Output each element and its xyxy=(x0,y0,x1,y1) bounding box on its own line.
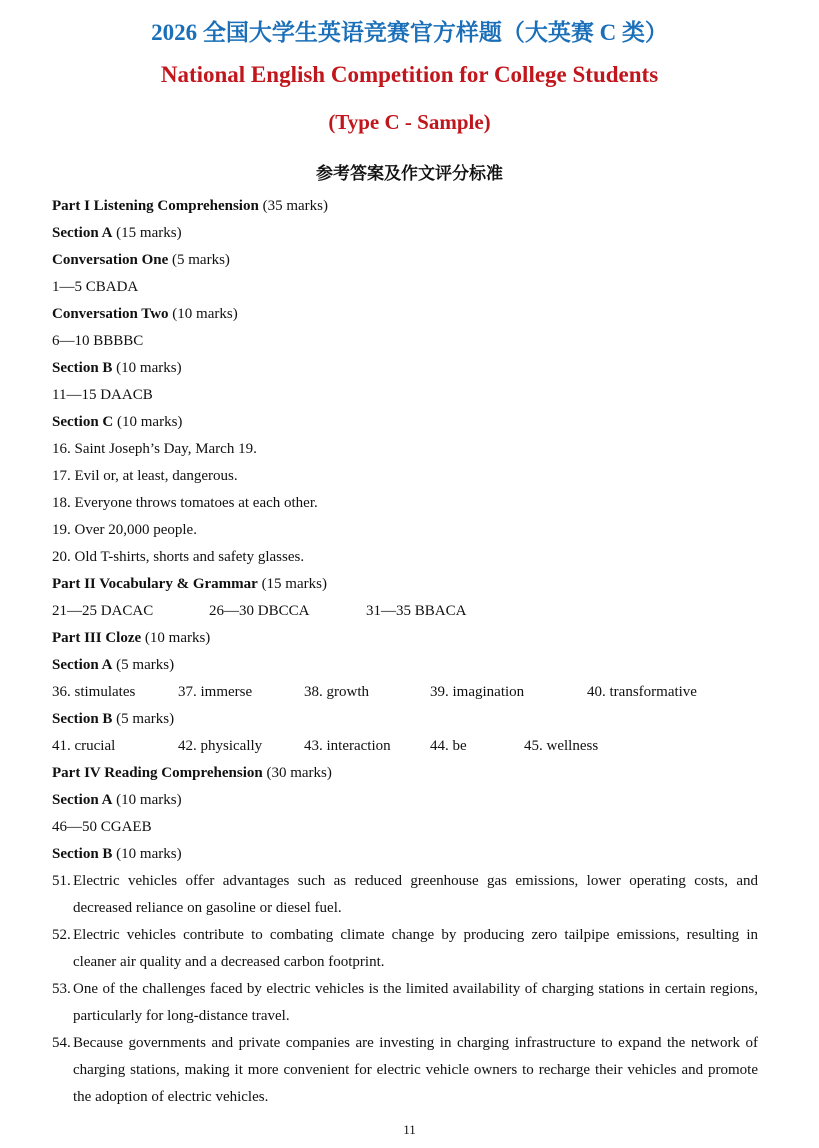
part3-heading-line xyxy=(52,625,758,652)
part4-marks: (30 marks) xyxy=(266,765,332,781)
item-text: Electric vehicles contribute to combating climate change by producing zero tailpipe emissions, resulting in cleaner air quality and a decreased carbon footprint. xyxy=(73,927,758,970)
part1-heading-line xyxy=(52,193,758,220)
part1-sectionC-line xyxy=(52,409,758,436)
item-text: Because governments and private companies are investing in charging infrastructure to expand the network of charging stations, making it more convenient for electric vehicle owners to recharge their vehicles and promote the adoption of electric vehicles. xyxy=(73,1035,758,1105)
part3-marks: (10 marks) xyxy=(144,630,211,646)
answer-group: 31—35 BBACA xyxy=(366,603,467,619)
section-heading: Section C xyxy=(52,414,114,430)
section-marks: (5 marks) xyxy=(116,711,175,727)
title-english: National English Competition for College Students xyxy=(160,62,659,87)
conv2-answers: 6—10 BBBBC xyxy=(52,333,144,349)
part3-sectionB-answers-row xyxy=(52,733,758,760)
part2-marks: (15 marks) xyxy=(261,576,327,592)
part3-sectionA-line xyxy=(52,652,758,679)
section-heading: Section B xyxy=(52,846,113,862)
item-number: 54. xyxy=(52,1035,71,1051)
answer-word: 37. immerse xyxy=(178,684,253,700)
answer-item: 19. Over 20,000 people. xyxy=(52,522,197,538)
item-text: Electric vehicles offer advantages such as reduced greenhouse gas emissions, lower operating costs, and decreased reliance on gasoline or diesel fuel. xyxy=(73,873,758,916)
answer-word: 44. be xyxy=(430,738,467,754)
answer-item xyxy=(52,868,758,922)
answer-group: 26—30 DBCCA xyxy=(209,603,310,619)
item-number: 53. xyxy=(52,981,71,997)
part2-heading: Part II Vocabulary & Grammar xyxy=(52,576,258,592)
answer-item: 18. Everyone throws tomatoes at each other. xyxy=(52,495,318,511)
conv1-answers: 1—5 CBADA xyxy=(52,279,139,295)
answer-word: 40. transformative xyxy=(587,684,697,700)
answer-word: 42. physically xyxy=(178,738,263,754)
section-marks: (10 marks) xyxy=(116,792,182,808)
item-text: One of the challenges faced by electric vehicles is the limited availability of charging stations in certain regions, particularly for long-distance travel. xyxy=(73,981,758,1024)
answer-item xyxy=(52,1030,758,1111)
section-heading: Section B xyxy=(52,360,113,376)
part4-sectionA-line xyxy=(52,787,758,814)
part2-heading-line xyxy=(52,571,758,598)
part1-sectionB-line xyxy=(52,355,758,382)
part4-sectionA-answers: 46—50 CGAEB xyxy=(52,819,152,835)
answer-item xyxy=(52,976,758,1030)
part1-marks: (35 marks) xyxy=(262,198,328,214)
answer-word: 41. crucial xyxy=(52,738,116,754)
answer-word: 39. imagination xyxy=(430,684,525,700)
answer-word: 36. stimulates xyxy=(52,684,136,700)
answer-word: 38. growth xyxy=(304,684,369,700)
part3-sectionB-line xyxy=(52,706,758,733)
item-number: 51. xyxy=(52,873,71,889)
section-heading: Section A xyxy=(52,792,113,808)
part2-answers-row xyxy=(52,598,758,625)
section-marks: (5 marks) xyxy=(116,657,175,673)
answer-word: 45. wellness xyxy=(524,738,599,754)
answer-key-content xyxy=(52,193,758,1111)
section-marks: (10 marks) xyxy=(117,414,183,430)
part4-heading: Part IV Reading Comprehension xyxy=(52,765,263,781)
section-heading: Section B xyxy=(52,711,113,727)
conv1-line xyxy=(52,247,758,274)
section-marks: (10 marks) xyxy=(116,360,182,376)
title-chinese: 2026 全国大学生英语竞赛官方样题（大英赛 C 类） xyxy=(151,20,668,45)
part4-sectionB-line xyxy=(52,841,758,868)
section-marks: (10 marks) xyxy=(116,846,182,862)
section-heading: Section A xyxy=(52,657,113,673)
answer-key-subtitle: 参考答案及作文评分标准 xyxy=(316,164,503,183)
part3-heading: Part III Cloze xyxy=(52,630,142,646)
part1-sectionA-line xyxy=(52,220,758,247)
answer-item: 17. Evil or, at least, dangerous. xyxy=(52,468,238,484)
section-heading: Section A xyxy=(52,225,113,241)
conversation-marks: (10 marks) xyxy=(172,306,238,322)
conversation-heading: Conversation One xyxy=(52,252,169,268)
page-number: 11 xyxy=(403,1122,416,1137)
part1-heading: Part I Listening Comprehension xyxy=(52,198,259,214)
conv2-line xyxy=(52,301,758,328)
answer-item: 16. Saint Joseph’s Day, March 19. xyxy=(52,441,257,457)
answer-item xyxy=(52,922,758,976)
title-type: (Type C - Sample) xyxy=(328,110,491,134)
item-number: 52. xyxy=(52,927,71,943)
part4-heading-line xyxy=(52,760,758,787)
answer-word: 43. interaction xyxy=(304,738,391,754)
conversation-marks: (5 marks) xyxy=(172,252,230,268)
part3-sectionA-answers-row xyxy=(52,679,758,706)
answer-item: 20. Old T-shirts, shorts and safety glasses. xyxy=(52,549,305,565)
answer-group: 21—25 DACAC xyxy=(52,603,154,619)
conversation-heading: Conversation Two xyxy=(52,306,169,322)
part1-sectionB-answers: 11—15 DAACB xyxy=(52,387,153,403)
section-marks: (15 marks) xyxy=(116,225,182,241)
